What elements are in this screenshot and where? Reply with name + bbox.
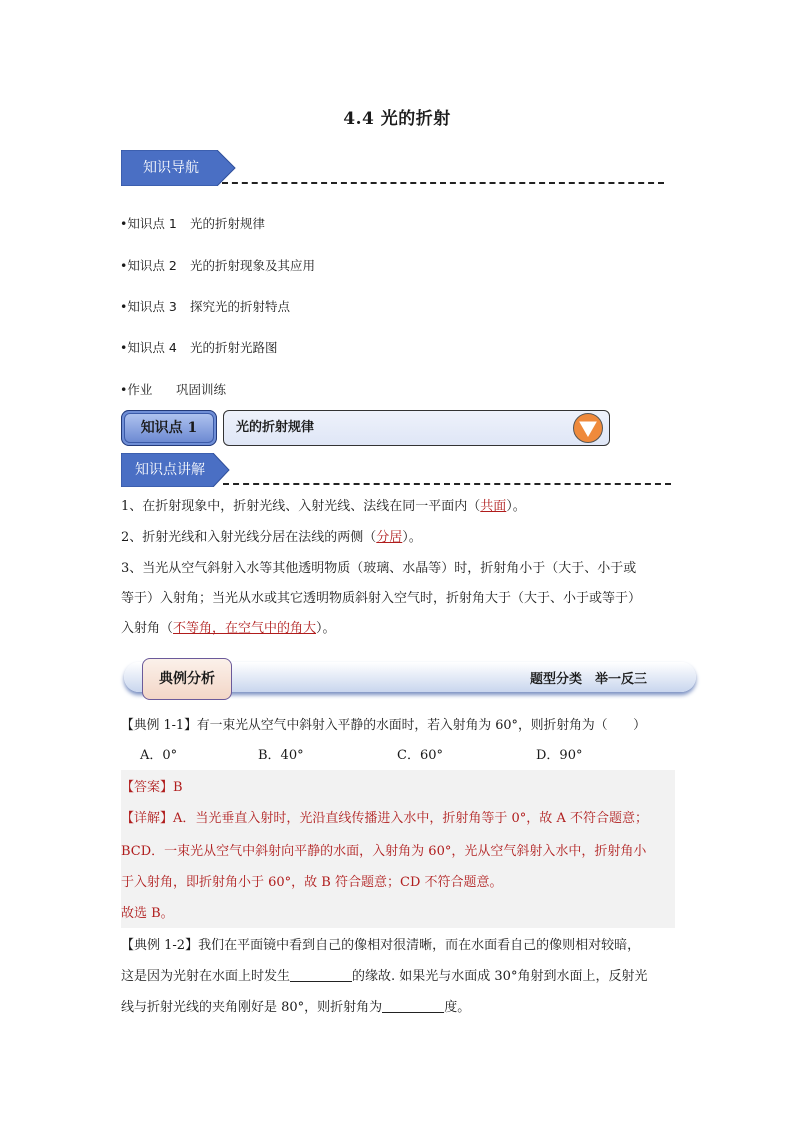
option-d: D．90° xyxy=(536,748,583,763)
detail-text: A．当光垂直入射时，光沿直线传播进入水中，折射角等于 0°，故 A 不符合题意； xyxy=(173,811,648,826)
point-answer: 共面 xyxy=(480,499,507,514)
explain-section-header xyxy=(121,453,231,487)
detail-label: 【详解】 xyxy=(121,811,174,826)
expand-button[interactable] xyxy=(573,413,603,443)
question-1-2-line-2 xyxy=(121,962,687,992)
toc-item[interactable] xyxy=(120,256,315,274)
kp-title-bar[interactable] xyxy=(223,410,610,446)
answer-line xyxy=(121,772,675,804)
kp-badge-label: 知识点 1 xyxy=(140,420,198,436)
toc-item-label: •作业 xyxy=(120,382,153,397)
nav-label: 知识导航 xyxy=(143,160,199,176)
question-1-2-line-3 xyxy=(121,993,687,1023)
point-2 xyxy=(121,523,681,553)
point-text: 入射角（ xyxy=(121,621,174,636)
triangle-down-icon xyxy=(574,414,602,442)
point-answer: 分居 xyxy=(376,530,403,545)
question-text: 度。 xyxy=(444,1000,471,1015)
question-text: 这是因为光射在水面上时发生 xyxy=(121,969,291,984)
toc-item[interactable] xyxy=(120,297,290,315)
divider xyxy=(222,182,664,184)
point-text: 1、在折射现象中，折射光线、入射光线、法线在同一平面内（ xyxy=(121,499,481,514)
answer-conclusion: 故选 B。 xyxy=(121,906,174,921)
example-banner-tab xyxy=(142,658,232,700)
kp-badge xyxy=(121,410,217,446)
answer-label: 【答案】 xyxy=(121,780,174,795)
toc-item-label: •知识点 2 xyxy=(120,258,177,273)
point-text: ）。 xyxy=(402,530,422,545)
toc-item-text: 光的折射光路图 xyxy=(189,340,278,355)
divider xyxy=(223,483,671,485)
toc-item-text: 巩固训练 xyxy=(175,382,226,397)
option-b: B．40° xyxy=(258,748,304,763)
toc-item-text: 探究光的折射特点 xyxy=(189,299,290,314)
point-text: 等于）入射角；当光从水或其它透明物质斜射入空气时，折射角大于（大于、小于或等于） xyxy=(121,591,642,606)
point-text: ）。 xyxy=(316,621,336,636)
answer-value: B xyxy=(173,780,183,795)
point-3 xyxy=(121,554,681,644)
toc-item[interactable] xyxy=(120,338,278,356)
question-1-2-line-1: 【典例 1-2】我们在平面镜中看到自己的像相对很清晰，而在水面看自己的像则相对较暗， xyxy=(121,938,641,953)
example-banner-label: 典例分析 xyxy=(159,671,215,687)
toc-item[interactable] xyxy=(120,380,226,398)
toc-item-text: 光的折射规律 xyxy=(189,216,265,231)
nav-section-header xyxy=(121,150,237,186)
point-1 xyxy=(121,492,681,522)
option-a: A．0° xyxy=(140,748,178,763)
question-1-1: 【典例 1-1】有一束光从空气中斜射入平静的水面时，若入射角为 60°，则折射角为（ ） xyxy=(121,718,646,733)
toc-item-label: •知识点 1 xyxy=(120,216,177,231)
toc-item-label: •知识点 3 xyxy=(120,299,177,314)
detail-line xyxy=(121,803,675,835)
point-answer: 不等角，在空气中的角大 xyxy=(173,621,317,636)
detail-text: BCD．一束光从空气中斜射向平静的水面，入射角为 60°，光从空气斜射入水中，折射角小 xyxy=(121,844,647,859)
toc-item[interactable] xyxy=(120,214,265,232)
point-text: ）。 xyxy=(506,499,526,514)
option-c: C．60° xyxy=(397,748,443,763)
example-banner-subtitle: 题型分类 举一反三 xyxy=(530,672,648,687)
toc-item-text: 光的折射现象及其应用 xyxy=(189,258,315,273)
point-text: 3、当光从空气斜射入水等其他透明物质（玻璃、水晶等）时，折射角小于（大于、小于或 xyxy=(121,561,637,576)
answer-blank[interactable] xyxy=(290,967,352,982)
question-text: 线与折射光线的夹角刚好是 80°，则折射角为 xyxy=(121,1000,383,1015)
kp-title: 光的折射规律 xyxy=(236,420,315,435)
toc-item-label: •知识点 4 xyxy=(120,340,177,355)
point-text: 2、折射光线和入射光线分居在法线的两侧（ xyxy=(121,530,377,545)
explain-label: 知识点讲解 xyxy=(135,462,205,478)
answer-blank[interactable] xyxy=(382,998,444,1013)
detail-text: 于入射角，即折射角小于 60°，故 B 符合题意；CD 不符合题意。 xyxy=(121,875,503,890)
question-text: 的缘故. 如果光与水面成 30°角射到水面上，反射光 xyxy=(352,969,648,984)
page-title: 4.4 光的折射 xyxy=(343,109,451,129)
